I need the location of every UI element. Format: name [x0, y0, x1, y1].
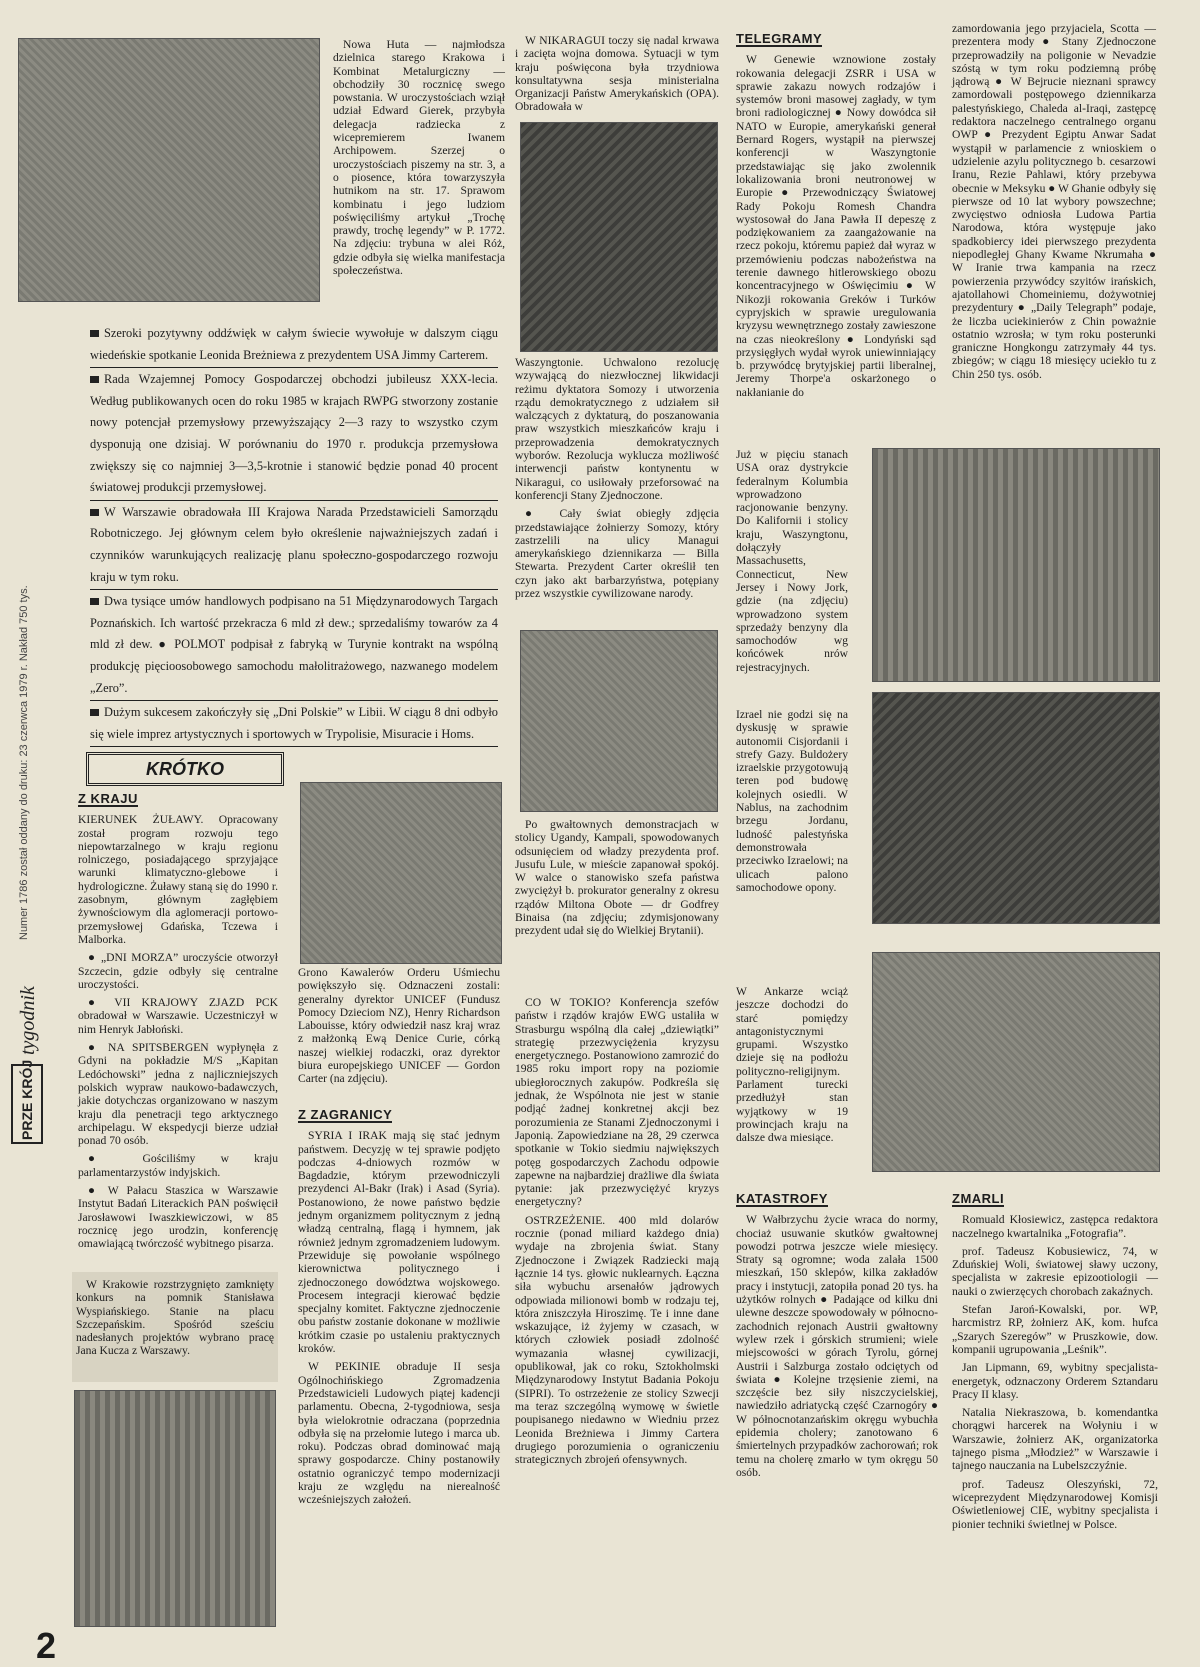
katastrofy-title: KATASTROFY: [736, 1191, 828, 1206]
katastrofy-column: KATASTROFY W Wałbrzychu życie wraca do normy, chociaż usuwanie skutków gwałtownej powodzi potrwa jeszcze wiele miesięcy. Straty są ogromne; woda zalała 1500 mieszkań, 150 sklepów, kilka zakładów pracy i instytucji, zatopiła ponad 20 tys. ha użytków rolnych ● Padające od kilku dni ulewne deszcze spowodowały w północno-zachodnich rejonach Austrii gwałtowny wylew rzek i górskich strumieni; wiele miejscowości w górach Tyrolu, górnej Austrii i Salzburga zostało odciętych od świata ● Kolejne trzęsienie ziemi, na szczęście bez siły niszczycielskiej, nawiedziło adriatycką część Czarnogóry ● W północnotanzańskim okręgu wybuchła epidemia cholery; zanotowano 6 śmiertelnych przypadków zachorowań; rok temu na cholerę zmarło w tym okręgu 50 osób.: [736, 1191, 938, 1479]
telegramy-column: TELEGRAMY W Genewie wznowione zostały rokowania delegacji ZSRR i USA w sprawie zakazu nowych rodzajów i systemów broni masowej zagłady, w tym broni radiologicznej ● Nowy dowódca sił NATO w Europie, amerykański generał Bernard Rogers, wystąpił na pierwszej konferencji w Waszyngtonie przedstawiając się jako zwolennik lokalizowania broni neutronowej w Europie ● Przewodniczący Światowej Rady Pokoju Romesh Chandra wystosował do Jana Pawła II depeszę z podziękowaniem za zaangażowanie na rzecz pokoju, któremu papież dał wyraz w przemówieniu podczas nabożeństwa na terenie dawnego hitlerowskiego obozu koncentracyjnego w Oświęcimiu ● W Nikozji rokowania Greków i Turków cypryjskich w sprawie uregulowania kryzysu wewnętrznego zostały zawieszone na czas nieokreślony ● Londyński sąd przysięgłych wydał wyrok uniewinniający b. przywódcę brytyjskiej partii liberalnej, Jeremy Thorpe'a oskarżonego o nakłanianie do: [736, 31, 936, 399]
uganda-text: Po gwałtownych demonstracjach w stolicy Ugandy, Kampali, spowodowanych odsunięciem od władzy prezydenta prof. Jusufu Lule, w mieście zapanował spokój. W walce o stanowisko szefa państwa zwyciężył b. prokurator generalny z okresu rządów Miltona Obote — dr Godfrey Binaisa (na zdjęciu; zdymisjonowany prezydent udał się do Wielkiej Brytanii).: [515, 818, 719, 938]
z-zagranicy-title: Z ZAGRANICY: [298, 1107, 393, 1122]
nikaragui-photo: [520, 122, 718, 352]
print-note: Numer 1786 został oddany do druku: 23 czerwca 1979 r. Nakład 750 tys.: [18, 585, 30, 940]
z-kraju-title: Z KRAJU: [78, 791, 138, 806]
telegramy-cont: zamordowania jego przyjaciela, Scotta — prezentera mody ● Stany Zjednoczone przeprowadziły na poligonie w Nevadzie szóstą w tym roku podziemną próbę jądrową ● W Bejrucie nieznani sprawcy zamordowali postępowego dziennikarza palestyńskiego, Chaleda al-Iraqi, zastępcę redaktora naczelnego centralnego organu OWP ● Prezydent Egiptu Anwar Sadat wystąpił w parlamencie z wnioskiem o udzielenie azylu politycznego b. cesarzowi Iranu, Rezie Pahlawi, który przebywa obecnie w Meksyku ● W Ghanie odbyły się pierwsze od 10 lat wybory powszechne; zwycięstwo odniosła Ludowa Partia Narodowa, która występuje jako spadkobiercy idei pierwszego prezydenta niepodległej Ghany Kwame Nkrumaha ● W Iranie trwa kampania na rzecz powierzenia przywódcy szyitów irańskich, ajatollahowi Chomeiniemu, dożywotniej prezydentury ● „Daily Telegraph” podaje, że liczba uciekinierów z Chin poważnie ostatnio wzrosła; w tym roku posterunki graniczne Hongkongu zatrzymały 44 tys. zbiegów; w ciągu 18 miesięcy uciekło tu z Chin 250 tys. osób.: [952, 22, 1156, 381]
ankara-text: W Ankarze wciąż jeszcze dochodzi do starć pomiędzy antagonistycznymi grupami. Wszystko dzieje się na podłożu polityczno-religijnym. Parlament turecki przedłużył stan wyjątkowy w 19 prowincjach kraju na dalsze dwa miesiące.: [736, 985, 848, 1145]
brief-item: W Warszawie obradowała III Krajowa Narada Przedstawicieli Samorządu Robotniczego. Jej głównym celem było określenie najważniejszych zadań i czynników warunkujących realizację planu społeczno-gospodarczego rozwoju kraju w tym roku.: [90, 501, 498, 590]
wyspianski-photo: [74, 1390, 276, 1627]
krakow-text: W Krakowie rozstrzygnięto zamknięty konkurs na pomnik Stanisława Wyspiańskiego. Stanie na placu Szczepańskim. Spośród sześciu nadesłanych projektów wybrano pracę Jana Kucza z Warszawy.: [76, 1278, 274, 1358]
usa-benzyna-text: Już w pięciu stanach USA oraz dystrykcie federalnym Kolumbia wprowadzono racjonowanie benzyny. Do Kalifornii i stolicy kraju, Waszyngtonu, dołączyły Massachusetts, Connecticut, New Jersey i Nowy Jork, gdzie (na zdjęciu) wprowadzono system sprzedaży benzyny dla samochodów wg końcówek nrów rejestracyjnych.: [736, 448, 848, 674]
gordon-carter-photo: [300, 782, 502, 964]
svg-text:PRZE KRÓJ: PRZE KRÓJ: [19, 1059, 35, 1140]
brief-item: Dużym sukcesem zakończyły się „Dni Polskie” w Libii. W ciągu 8 dni odbyło się wiele imprez artystycznych i sportowych w Trypolisie, Misuracie i Homs.: [90, 701, 498, 747]
gas-station-photo: [872, 448, 1160, 682]
z-zagranicy-column: Z ZAGRANICY SYRIA I IRAK mają się stać jednym państwem. Decyzję w tej sprawie podjęto podczas 4-dniowych rozmów w Bagdadzie, którym przewodniczyli prezydenci Al-Bakr (Irak) i Asad (Syria). Postanowiono, że nowe państwo będzie jednym organizmem politycznym z jedną władzą centralną, flagą i hymnem, jak również jednym zgromadzeniem ludowym. Przewiduje się powołanie wspólnego kierownictwa politycznego i zjednoczonego dowództwa wojskowego. Procesem integracji kierować będzie specjalny komitet. Faktyczne zjednoczenie obu państw zostanie dokonane w możliwie krótkim czasie po ustaleniu praktycznych kroków. W PEKINIE obraduje II sesja Ogólnochińskiego Zgromadzenia Przedstawicieli Ludowych piątej kadencji parlamentu. Obecna, 2-tygodniowa, sesja była wielokrotnie odraczana (poprzednia odbyła się na przełomie lutego i marca ub. roku). Podczas obrad dominować mają sprawy gospodarcze. Chiny postanowiły ostatnio ograniczyć tempo modernizacji kraju ze względu na nierealność wcześniejszych założeń.: [298, 1107, 500, 1507]
przekroj-logo: [10, 945, 44, 1145]
binaisa-photo: [520, 630, 718, 812]
tokio-text: CO W TOKIO? Konferencja szefów państw i rządów krajów EWG ustaliła w Strasburgu wspólną dla całej „dziewiątki” strategię przezwyciężenia kryzysu energetycznego. Postanowiono zamrozić do 1985 roku import ropy na poziomie ubiegłorocznych zakupów. Podkreśla się jednak, że Wspólnota nie jest w stanie podjąć żadnej konkretnej akcji bez porozumienia ze Stanami Zjednoczonymi i Japonią. Zapowiedziane na 28, 29 czerwca spotkanie w Tokio siedmiu największych potęg gospodarczych Zachodu odpowie zapewne na najbardziej drażliwe dla świata pytanie: jak przezwyciężyć kryzys energetyczny? OSTRZEŻENIE. 400 mld dolarów rocznie (ponad miliard każdego dnia) wydaje na zbrojenia świat. Stany Zjednoczone i Związek Radziecki mają łącznie 14 tys. głowic nuklearnych. Łączna siła wybuchu arsenałów jądrowych odpowiada milionowi bomb w rodzaju tej, która zniszczyła Hiroszimę. Te i inne dane wskazujące, iż żyjemy w czasach, w których człowiek posiadł zdolność wymazania własnej cywilizacji, opublikował, jak co roku, Sztokholmski Międzynarodowy Instytut Badania Pokoju (SIPRI). To ostrzeżenie ze stolicy Szwecji ma teraz szczególną wymowę w świetle poupisanego niedawno w Wiedniu przez Leonida Breżniewa i Jimmy Cartera drugiego porozumienia o ograniczeniu strategicznych zbrojeń ofensywnych.: [515, 996, 719, 1467]
usmiech-text: Grono Kawalerów Orderu Uśmiechu powiększyło się. Odznaczeni zostali: generalny dyrektor UNICEF (Fundusz Pomocy Dzieciom NZ), Henry Richardson Labouisse, który odwiedził nasz kraj wraz z małżonką Ewą Denice Curie, córką naszej wielkiej rodaczki, oraz dyrektor biura europejskiego UNICEF — Gordon Carter (na zdjęciu).: [298, 966, 500, 1086]
zmarli-column: ZMARLI Romuald Kłosiewicz, zastępca redaktora naczelnego kwartalnika „Fotografia”. prof. Tadeusz Kobusiewicz, 74, w Zduńskiej Woli, światowej sławy uczony, specjalista w zakresie epizootiologii — nauki o zwierzęcych chorobach zakaźnych. Stefan Jaroń-Kowalski, por. WP, harcmistrz RP, żołnierz AK, kom. hufca „Szarych Szeregów” w Pruszkowie, dow. kompanii ugrupowania „Leśnik”. Jan Lipmann, 69, wybitny specjalista-energetyk, odznaczony Orderem Sztandaru Pracy II klasy. Natalia Niekraszowa, b. komendantka chorągwi harcerek na Wołyniu i w Warszawie, żołnierz AK, organizatorka tajnego pisma „Młodzież” w Warszawie i tajnego nauczania na Lubelszczyźnie. prof. Tadeusz Oleszyński, 72, wiceprezydent Międzynarodowej Komisji Oświetleniowej CIE, wybitny specjalista i pionier techniki świetlnej w Polsce.: [952, 1191, 1158, 1531]
nowa-huta-photo: [18, 38, 320, 302]
ankara-photo: [872, 952, 1160, 1172]
briefs-list: [90, 322, 498, 747]
z-kraju-column: Z KRAJU KIERUNEK ŻUŁAWY. Opracowany został program rozwoju tego niepowtarzalnego w kraju regionu rolniczego, posiadającego sprzyjające warunki klimatyczno-glebowe i hydrologiczne. Żuławy staną się do 1990 r. zasobnym, głównym zagłębiem żywnościowym dla aglomeracji portowo-przemysłowej Gdańska, Tczewa i Malborka. ● „DNI MORZA” uroczyście otworzył Szczecin, gdzie odbyły się centralne uroczystości. ● VII KRAJOWY ZJAZD PCK obradował w Warszawie. Uczestniczył w nim Henryk Jabłoński. ● NA SPITSBERGEN wypłynęła z Gdyni na pokładzie M/S „Kapitan Ledóchowski” jedna z najliczniejszych polskich wypraw naukowo-badawczych, jakie dotychczas organizowano w naszym kraju dla penetracji tego arktycznego archipelagu. W ekspedycji bierze udział ponad 70 osób. ● Gościliśmy w kraju parlamentarzystów indyjskich. ● W Pałacu Staszica w Warszawie Instytut Badań Literackich PAN poświęcił Jarosławowi Iwaszkiewiczowi, w 85 rocznicę jego urodzin, konferencję omawiającą twórczość wybitnego pisarza.: [78, 791, 278, 1251]
zmarli-title: ZMARLI: [952, 1191, 1005, 1206]
nikaragui-text: W NIKARAGUI toczy się nadal krwawa i zacięta wojna domowa. Sytuacji w tym kraju poświęcona była trzydniowa konsultatywna sesja ministerialna Organizacji Państw Amerykańskich (OPA). Obradowała w: [515, 34, 719, 114]
nablus-photo: [872, 692, 1160, 924]
svg-text:tygodnik: tygodnik: [17, 986, 39, 1055]
page-number: 2: [36, 1625, 57, 1666]
izrael-text: Izrael nie godzi się na dyskusję w sprawie autonomii Cisjordanii i strefy Gazy. Buldożery izraelskie przygotowują teren pod budowę kolejnych osiedli. W Nablus, na zachodnim brzegu Jordanu, ludność palestyńska demonstrowała przeciwko Izraelowi; na ulicach palono samochodowe opony.: [736, 708, 849, 894]
nowa-huta-text: Nowa Huta — najmłodsza dzielnica starego Krakowa i Kombinat Metalurgiczny — obchodziły 30 rocznicę swego powstania. W uroczystościach wziął udział Edward Gierek, przybyła delegacja radziecka z wicepremierem Iwanem Archipowem. Szerzej o uroczystościach piszemy na str. 3, a o piosence, która towarzyszyła hutnikom na str. 17. Sprawom kombinatu i jego ludziom poświęciliśmy artykuł „Trochę prawdy, trochę legendy” w P. 1772. Na zdjęciu: trybuna w alei Róż, gdzie odbyła się wielka manifestacja społeczeństwa.: [333, 38, 505, 278]
brief-item: Dwa tysiące umów handlowych podpisano na 51 Międzynarodowych Targach Poznańskich. Ich wartość przekracza 6 mld zł dew.; sprzedaliśmy towarów za 4 mld zł dew. ● POLMOT podpisał z fabryką w Turynie kontrakt na wspólną produkcję pięcioosobowego samochodu małolitrażowego, nazwanego modelem „Zero”.: [90, 590, 498, 701]
nikaragui-cont: Waszyngtonie. Uchwalono rezolucję wzywającą do niezwłocznej likwidacji reżimu dyktatora Somozy i utworzenia rządu demokratycznego z udziałem sił walczących z dyktaturą, do poszanowania praw wszystkich mieszkańców kraju i przeprowadzenia demokratycznych wyborów. Rezolucja wyklucza możliwość interwencji państw kontynentu w Nikaragui, co usiłowały przeforsować na konferencji Stany Zjednoczone. ● Cały świat obiegły zdjęcia przedstawiające żołnierzy Somozy, który zastrzelili na ulicy Managui amerykańskiego dziennikarza — Billa Stewarta. Prezydent Carter określił ten czyn jako akt barbarzyństwa, potępiany przez wszystkie cywilizowane narody.: [515, 356, 719, 601]
telegramy-title: TELEGRAMY: [736, 31, 823, 46]
krotko-header: KRÓTKO: [86, 752, 284, 786]
brief-item: Szeroki pozytywny oddźwięk w całym świecie wywołuje w dalszym ciągu wiedeńskie spotkanie Leonida Breżniewa z prezydentem USA Jimmy Carterem.: [90, 322, 498, 368]
brief-item: Rada Wzajemnej Pomocy Gospodarczej obchodzi jubileusz XXX-lecia. Według publikowanych ocen do roku 1985 w krajach RWPG stworzony zostanie nowy potencjał przemysłowy przewyższający 2—3 razy to wszystko czym dysponują one dzisiaj. W porównaniu do 1970 r. produkcja przemysłowa zwiększy się co najmniej 3—3,5-krotnie i stanowić będzie ponad 40 procent światowej produkcji przemysłowej.: [90, 368, 498, 501]
